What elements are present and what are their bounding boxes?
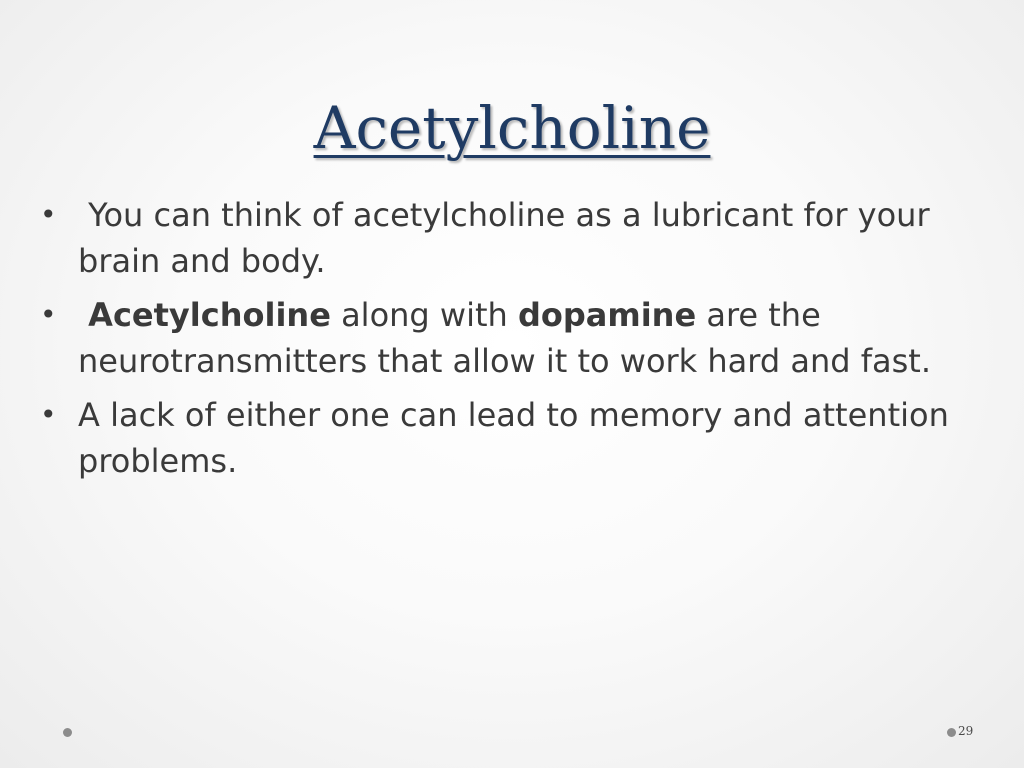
bold-term-acetylcholine: Acetylcholine xyxy=(88,296,331,334)
nav-dot-icon xyxy=(63,728,72,737)
bullet-icon: • xyxy=(40,298,57,331)
bullet-item xyxy=(40,392,980,484)
bullet-icon: • xyxy=(40,198,57,231)
nav-dot-icon xyxy=(947,728,956,737)
bullet-item xyxy=(40,192,980,284)
bullet-list xyxy=(40,192,980,492)
slide-number: 29 xyxy=(958,724,974,738)
slide-title: Acetylcholine xyxy=(313,94,711,162)
bullet-icon: • xyxy=(40,398,57,431)
bullet-text-lead xyxy=(78,296,88,334)
bullet-text-mid: along with xyxy=(330,296,518,334)
bold-term-dopamine: dopamine xyxy=(517,296,697,334)
bullet-text: A lack of either one can lead to memory and attention problems. xyxy=(78,396,949,480)
bullet-item xyxy=(40,292,980,384)
bullet-text-tail: are the neurotransmitters that allow it to work hard and fast. xyxy=(78,296,931,380)
bullet-text: You can think of acetylcholine as a lubricant for your brain and body. xyxy=(78,196,940,280)
